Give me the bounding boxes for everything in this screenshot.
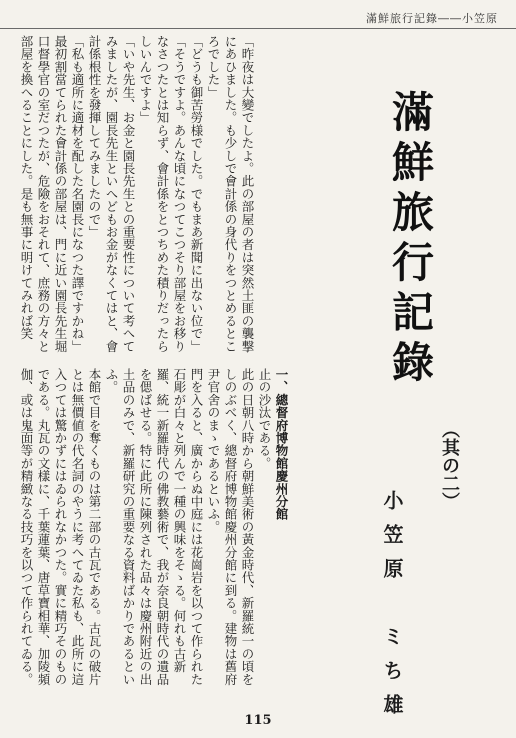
article-title: 滿鮮旅行記錄 — [386, 90, 435, 390]
upper-text-block — [18, 35, 256, 355]
author-name: 小笠原 ミち雄 — [380, 490, 404, 728]
paragraph: 「そうですよ。あんな頃になつてこつそり部屋をお移りなさつたとは知らず、會計係をとつちめた積りだったらしいんですよ」 — [138, 35, 187, 353]
paragraph: 本館で目を奪くものは第二部の古瓦である。古瓦の破片とは無價値の代名詞のやうに考へてゐた私も、此所に這入つては驚かずにはゐられなかつた。實に精巧そのものである。丸瓦の文樣に、千葉蓮葉、唐草寶相華、加陵頻伽、或は鬼面等が精緻なる技巧を以つて作られてゐる。 — [19, 368, 102, 686]
article-subtitle: （其の二） — [439, 420, 460, 510]
page-number: 115 — [244, 713, 272, 728]
paragraph: 「昨夜は大變でしたよ。此の部屋の者は突然土匪の襲撃にあひました。も少しで會計係の身代りをつとめるところでした」 — [206, 35, 255, 353]
paragraph: 最初割當てられた會計係の部屋は、門に近い園長先生堀口督學官の室だつたが、危險をおそれて、庶務の方々と部屋を換へることにした。是も無事に明けてみれば笑 — [19, 35, 68, 353]
section-heading: 一、總督府博物館慶州分館 — [274, 368, 289, 521]
lower-text-block — [18, 368, 290, 698]
paragraph: 門を入ると、廣からぬ中庭には花崗岩を以つて作られた石彫が白々と列んで一種の興味をそゝる。何れも古新羅、統一新羅時代の佛教藝術で、我が奈良朝時代の遺品を偲ばせる。特に此所に陳列された品々は慶州附近の出土品のみで、新羅研究の重要なる資料ばかりであるといふ。 — [104, 368, 204, 686]
paragraph: 止の沙汰である。 — [257, 368, 272, 470]
paragraph: 「いや先生、お金と園長先生との重要性について考へてみましたが、園長先生といへどもお金がなくてはと、會計係根性を發揮してみましたので」 — [87, 35, 136, 353]
paragraph: 「私も適所に適材を配した名園長になつた譯ですかね」 — [70, 35, 85, 353]
header-rule — [0, 28, 516, 29]
running-header: 滿鮮旅行記錄――小笠原 — [366, 12, 498, 25]
paragraph: 此の日朝八時から朝鮮美術の黃金時代、新羅統一の頃をしのぶべく、總督府博物館慶州分館に到る。建物は舊府尹官舍のまゝであるといふ。 — [206, 368, 255, 686]
paragraph: 「どうも御苦勞様でした。でもまあ新聞に出ない位で」 — [189, 35, 204, 353]
